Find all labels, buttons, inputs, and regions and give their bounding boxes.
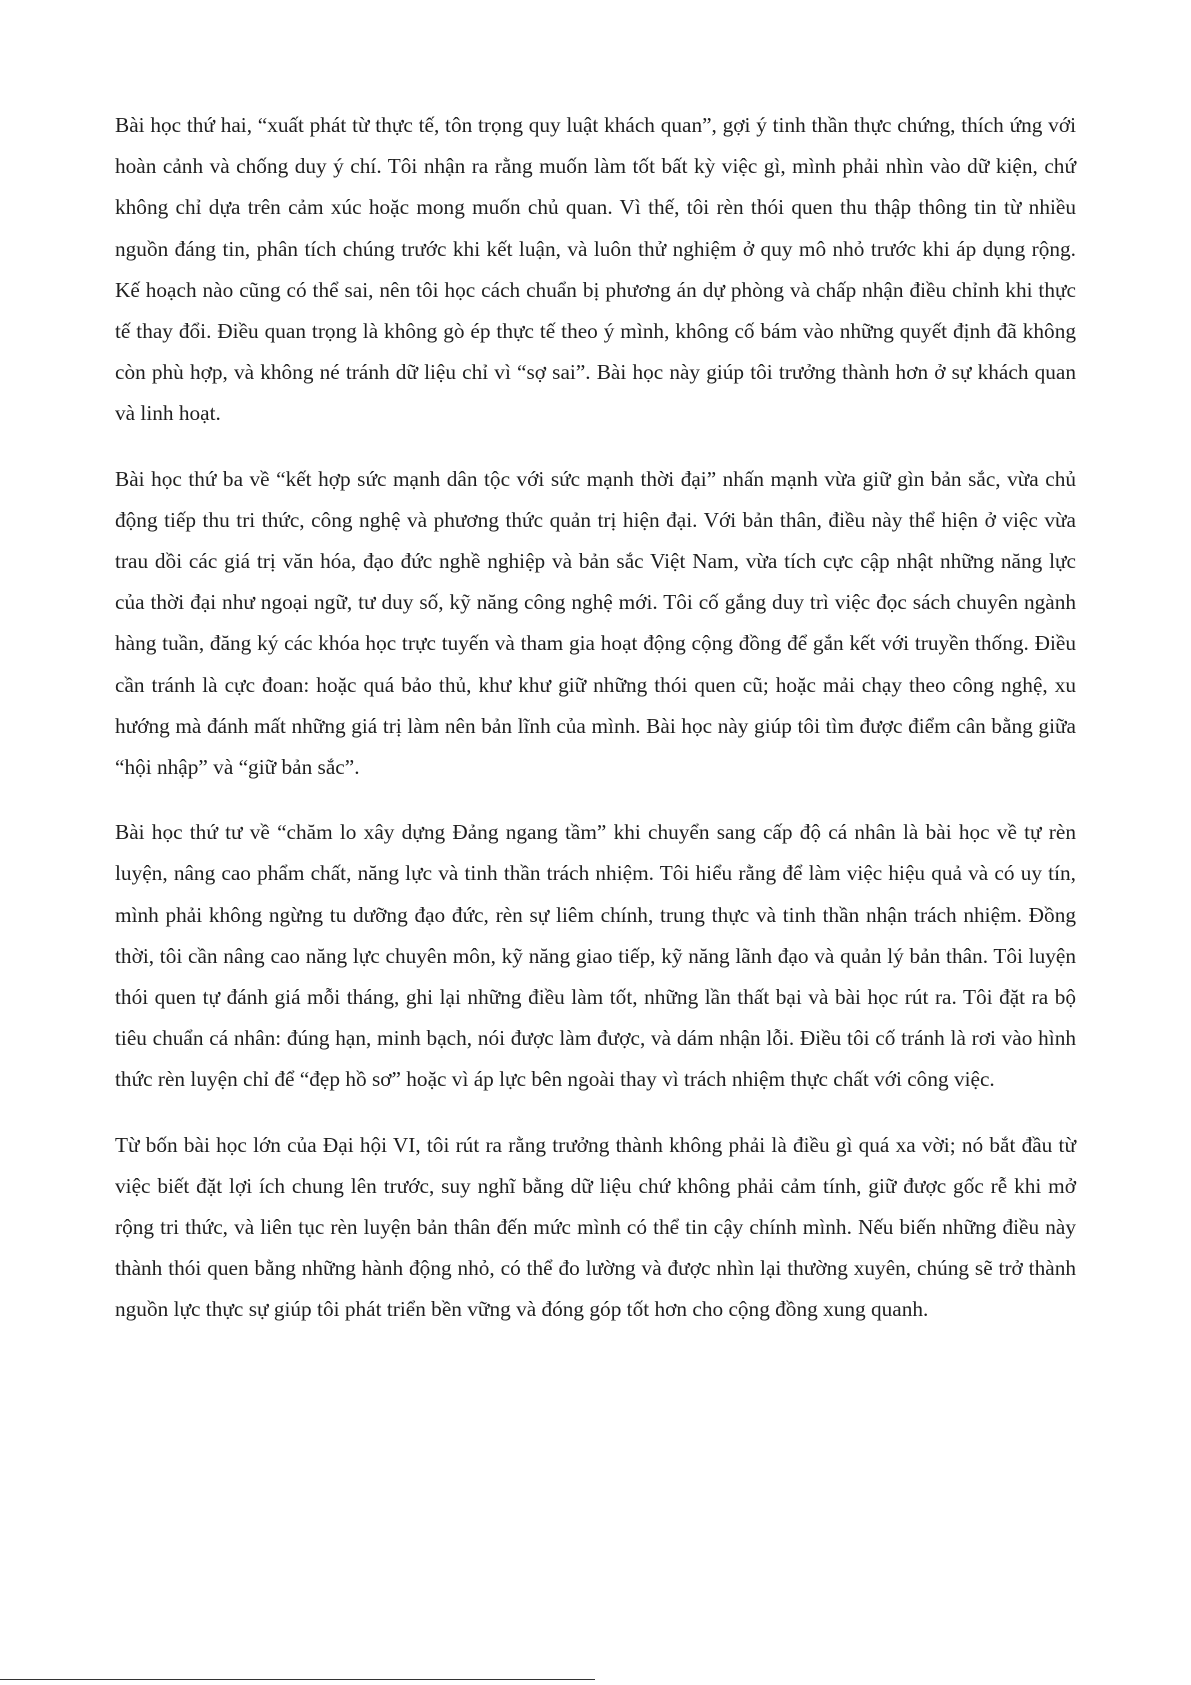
document-body [115, 105, 1076, 1355]
paragraph-lesson-two: Bài học thứ hai, “xuất phát từ thực tế, tôn trọng quy luật khách quan”, gợi ý tinh thần thực chứng, thích ứng với hoàn cảnh và chống duy ý chí. Tôi nhận ra rằng muốn làm tốt bất kỳ việc gì, mình phải nhìn vào dữ kiện, chứ không chỉ dựa trên cảm xúc hoặc mong muốn chủ quan. Vì thế, tôi rèn thói quen thu thập thông tin từ nhiều nguồn đáng tin, phân tích chúng trước khi kết luận, và luôn thử nghiệm ở quy mô nhỏ trước khi áp dụng rộng. Kế hoạch nào cũng có thể sai, nên tôi học cách chuẩn bị phương án dự phòng và chấp nhận điều chỉnh khi thực tế thay đổi. Điều quan trọng là không gò ép thực tế theo ý mình, không cố bám vào những quyết định đã không còn phù hợp, và không né tránh dữ liệu chỉ vì “sợ sai”. Bài học này giúp tôi trưởng thành hơn ở sự khách quan và linh hoạt. [115, 113, 1076, 426]
paragraph-conclusion: Từ bốn bài học lớn của Đại hội VI, tôi rút ra rằng trưởng thành không phải là điều gì quá xa vời; nó bắt đầu từ việc biết đặt lợi ích chung lên trước, suy nghĩ bằng dữ liệu chứ không phải cảm tính, giữ được gốc rễ khi mở rộng tri thức, và liên tục rèn luyện bản thân đến mức mình có thể tin cậy chính mình. Nếu biến những điều này thành thói quen bằng những hành động nhỏ, có thể đo lường và được nhìn lại thường xuyên, chúng sẽ trở thành nguồn lực thực sự giúp tôi phát triển bền vững và đóng góp tốt hơn cho cộng đồng xung quanh. [115, 1132, 1076, 1322]
paragraph-lesson-three: Bài học thứ ba về “kết hợp sức mạnh dân tộc với sức mạnh thời đại” nhấn mạnh vừa giữ gìn bản sắc, vừa chủ động tiếp thu tri thức, công nghệ và phương thức quản trị hiện đại. Với bản thân, điều này thể hiện ở việc vừa trau dồi các giá trị văn hóa, đạo đức nghề nghiệp và bản sắc Việt Nam, vừa tích cực cập nhật những năng lực của thời đại như ngoại ngữ, tư duy số, kỹ năng công nghệ mới. Tôi cố gắng duy trì việc đọc sách chuyên ngành hàng tuần, đăng ký các khóa học trực tuyến và tham gia hoạt động cộng đồng để gắn kết với truyền thống. Điều cần tránh là cực đoan: hoặc quá bảo thủ, khư khư giữ những thói quen cũ; hoặc mải chạy theo công nghệ, xu hướng mà đánh mất những giá trị làm nên bản lĩnh của mình. Bài học này giúp tôi tìm được điểm cân bằng giữa “hội nhập” và “giữ bản sắc”. [115, 466, 1076, 780]
paragraph-lesson-four: Bài học thứ tư về “chăm lo xây dựng Đảng ngang tầm” khi chuyển sang cấp độ cá nhân là bài học về tự rèn luyện, nâng cao phẩm chất, năng lực và tinh thần trách nhiệm. Tôi hiểu rằng để làm việc hiệu quả và có uy tín, mình phải không ngừng tu dưỡng đạo đức, rèn sự liêm chính, trung thực và tinh thần nhận trách nhiệm. Đồng thời, tôi cần nâng cao năng lực chuyên môn, kỹ năng giao tiếp, kỹ năng lãnh đạo và quản lý bản thân. Tôi luyện thói quen tự đánh giá mỗi tháng, ghi lại những điều làm tốt, những lần thất bại và bài học rút ra. Tôi đặt ra bộ tiêu chuẩn cá nhân: đúng hạn, minh bạch, nói được làm được, và dám nhận lỗi. Điều tôi cố tránh là rơi vào hình thức rèn luyện chỉ để “đẹp hồ sơ” hoặc vì áp lực bên ngoài thay vì trách nhiệm thực chất với công việc. [115, 820, 1076, 1092]
footer-divider [0, 1679, 595, 1680]
